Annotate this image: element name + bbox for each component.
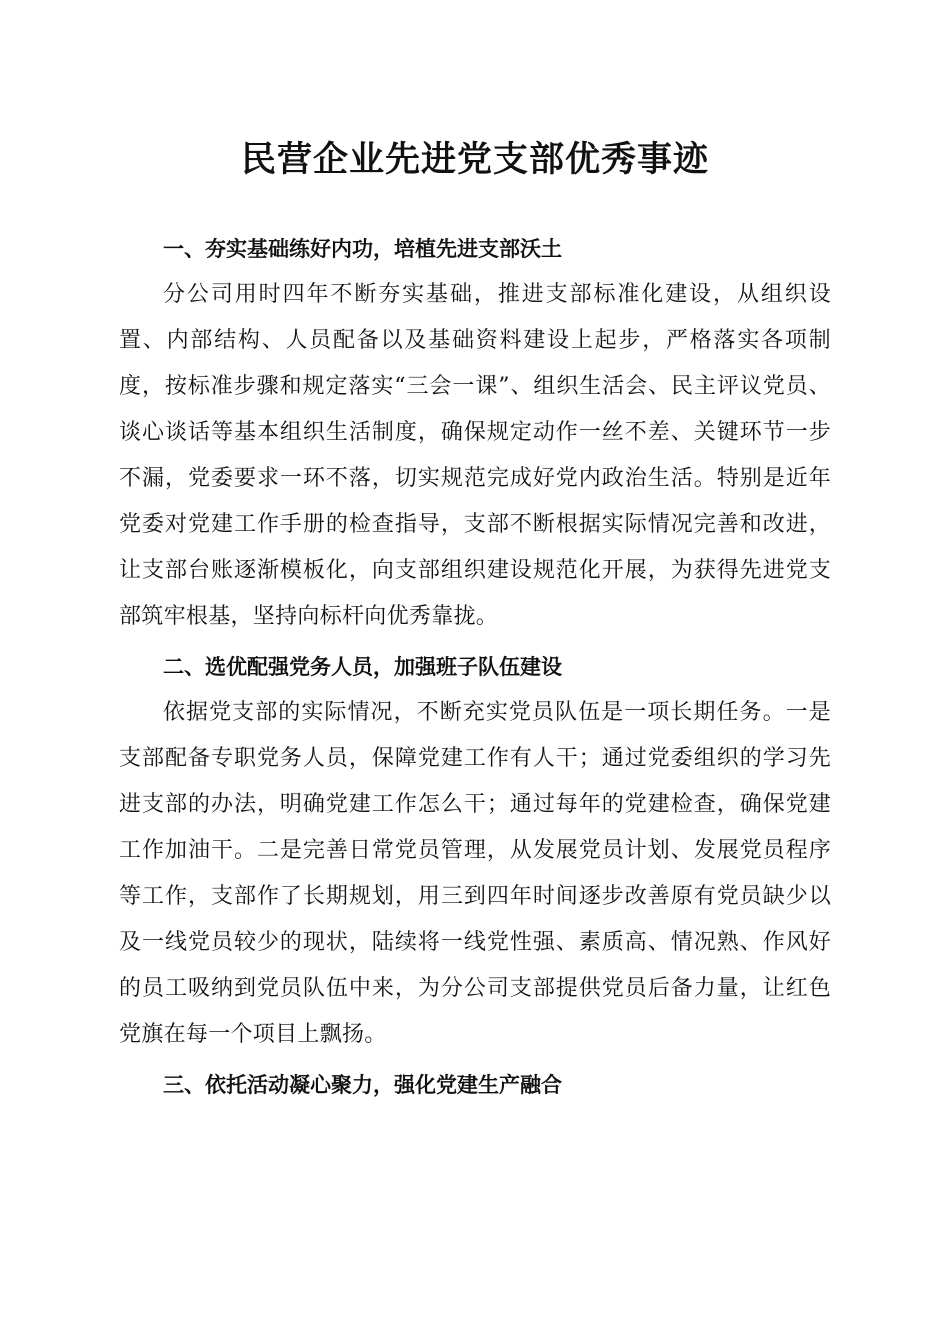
document-body bbox=[119, 226, 831, 1108]
section-heading: 一、夯实基础练好内功，培植先进支部沃土 bbox=[163, 237, 562, 261]
section-paragraph: 依据党支部的实际情况，不断充实党员队伍是一项长期任务。一是支部配备专职党务人员，保障党建工作有人干；通过党委组织的学习先进支部的办法，明确党建工作怎么干；通过每年的党建检查，确保党建工作加油干。二是完善日常党员管理，从发展党员计划、发展党员程序等工作，支部作了长期规划，用三到四年时间逐步改善原有党员缺少以及一线党员较少的现状，陆续将一线党性强、素质高、情况熟、作风好的员工吸纳到党员队伍中来，为分公司支部提供党员后备力量，让红色党旗在每一个项目上飘扬。 bbox=[119, 700, 831, 1047]
document-title: 民营企业先进党支部优秀事迹 bbox=[240, 139, 709, 180]
section-paragraph: 分公司用时四年不断夯实基础，推进支部标准化建设，从组织设置、内部结构、人员配备以及基础资料建设上起步，严格落实各项制度，按标准步骤和规定落实“三会一课”、组织生活会、民主评议党员、谈心谈话等基本组织生活制度，确保规定动作一丝不差、关键环节一步不漏，党委要求一环不落，切实规范完成好党内政治生活。特别是近年党委对党建工作手册的检查指导，支部不断根据实际情况完善和改进，让支部台账逐渐模板化，向支部组织建设规范化开展，为获得先进党支部筑牢根基，坚持向标杆向优秀靠拢。 bbox=[119, 282, 831, 629]
section-heading: 三、依托活动凝心聚力，强化党建生产融合 bbox=[163, 1073, 562, 1097]
section-3 bbox=[119, 1062, 831, 1108]
section-2 bbox=[119, 644, 831, 1058]
section-heading: 二、选优配强党务人员，加强班子队伍建设 bbox=[163, 655, 562, 679]
section-1 bbox=[119, 226, 831, 640]
